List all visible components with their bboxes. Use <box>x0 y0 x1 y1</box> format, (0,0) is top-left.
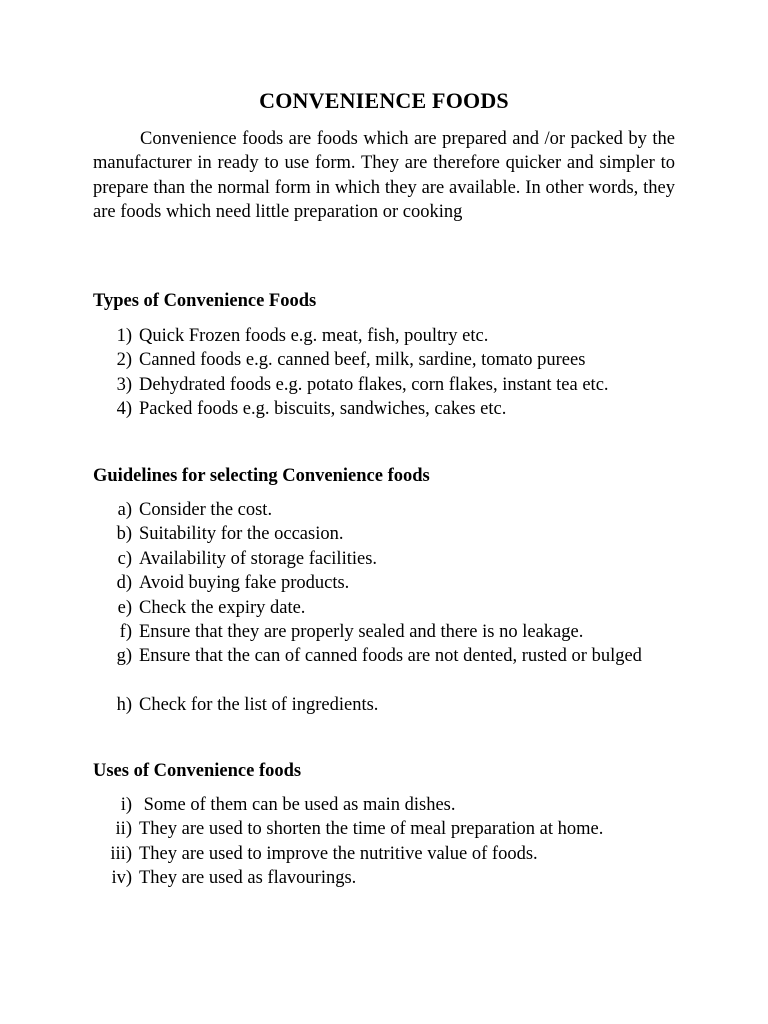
list-item-text: Packed foods e.g. biscuits, sandwiches, cakes etc. <box>139 399 507 420</box>
types-list <box>0 324 768 422</box>
types-heading: Types of Convenience Foods <box>93 291 317 311</box>
list-marker: iii) <box>110 843 132 864</box>
list-marker: 4) <box>116 399 132 420</box>
list-item-text: They are used as flavourings. <box>139 868 357 889</box>
list-item <box>0 817 768 841</box>
list-item <box>0 693 768 717</box>
list-item <box>0 571 768 595</box>
list-item-text: Avoid buying fake products. <box>139 573 350 594</box>
list-marker: f) <box>119 621 132 642</box>
list-item <box>0 498 768 522</box>
list-item <box>0 324 768 348</box>
list-item-text: Check the expiry date. <box>139 597 306 618</box>
list-marker: iv) <box>111 868 132 889</box>
list-item <box>0 866 768 890</box>
list-item <box>0 522 768 546</box>
list-marker: b) <box>116 524 132 545</box>
list-item-text: Consider the cost. <box>139 500 273 520</box>
page-title: CONVENIENCE FOODS <box>259 88 509 113</box>
guidelines-heading: Guidelines for selecting Convenience foods <box>93 466 430 486</box>
list-item <box>0 793 768 817</box>
list-item-text: Availability of storage facilities. <box>139 548 378 569</box>
list-marker: 2) <box>116 350 132 371</box>
list-item-text: Suitability for the occasion. <box>139 524 344 545</box>
list-item-text: Canned foods e.g. canned beef, milk, sardine, tomato purees <box>139 350 586 371</box>
list-marker: i) <box>120 795 132 815</box>
list-marker: 1) <box>116 326 132 346</box>
guidelines-list <box>0 498 768 718</box>
uses-heading: Uses of Convenience foods <box>93 761 302 781</box>
intro-paragraph: Convenience foods are foods which are prepared and /or packed by the manufacturer in ready to use form. They are therefore quicker and simpler to prepare than the normal form in which they are available. In other words, they are foods which need little preparation or cooking <box>93 129 675 223</box>
list-item-text: Some of them can be used as main dishes. <box>139 795 456 815</box>
list-item <box>0 644 768 693</box>
list-item <box>0 620 768 644</box>
list-item-text: Ensure that the can of canned foods are not dented, rusted or bulged <box>139 646 642 667</box>
list-item-text: Dehydrated foods e.g. potato flakes, corn flakes, instant tea etc. <box>139 374 609 395</box>
list-item-text: Check for the list of ingredients. <box>139 695 379 716</box>
list-item-text: Quick Frozen foods e.g. meat, fish, poultry etc. <box>139 326 489 346</box>
list-item-text: They are used to shorten the time of meal preparation at home. <box>139 819 604 840</box>
list-item <box>0 373 768 397</box>
list-item <box>0 348 768 372</box>
list-item <box>0 842 768 866</box>
list-marker: h) <box>116 695 132 716</box>
list-marker: d) <box>116 573 132 594</box>
list-marker: e) <box>117 597 132 618</box>
uses-list <box>0 793 768 891</box>
list-item <box>0 397 768 421</box>
list-marker: a) <box>117 500 132 520</box>
list-item-text: Ensure that they are properly sealed and there is no leakage. <box>139 621 584 642</box>
list-marker: c) <box>117 548 132 569</box>
list-item <box>0 547 768 571</box>
list-marker: g) <box>116 646 132 667</box>
list-item <box>0 596 768 620</box>
list-marker: ii) <box>115 819 132 840</box>
list-marker: 3) <box>116 374 132 395</box>
list-item-text: They are used to improve the nutritive value of foods. <box>139 843 538 864</box>
